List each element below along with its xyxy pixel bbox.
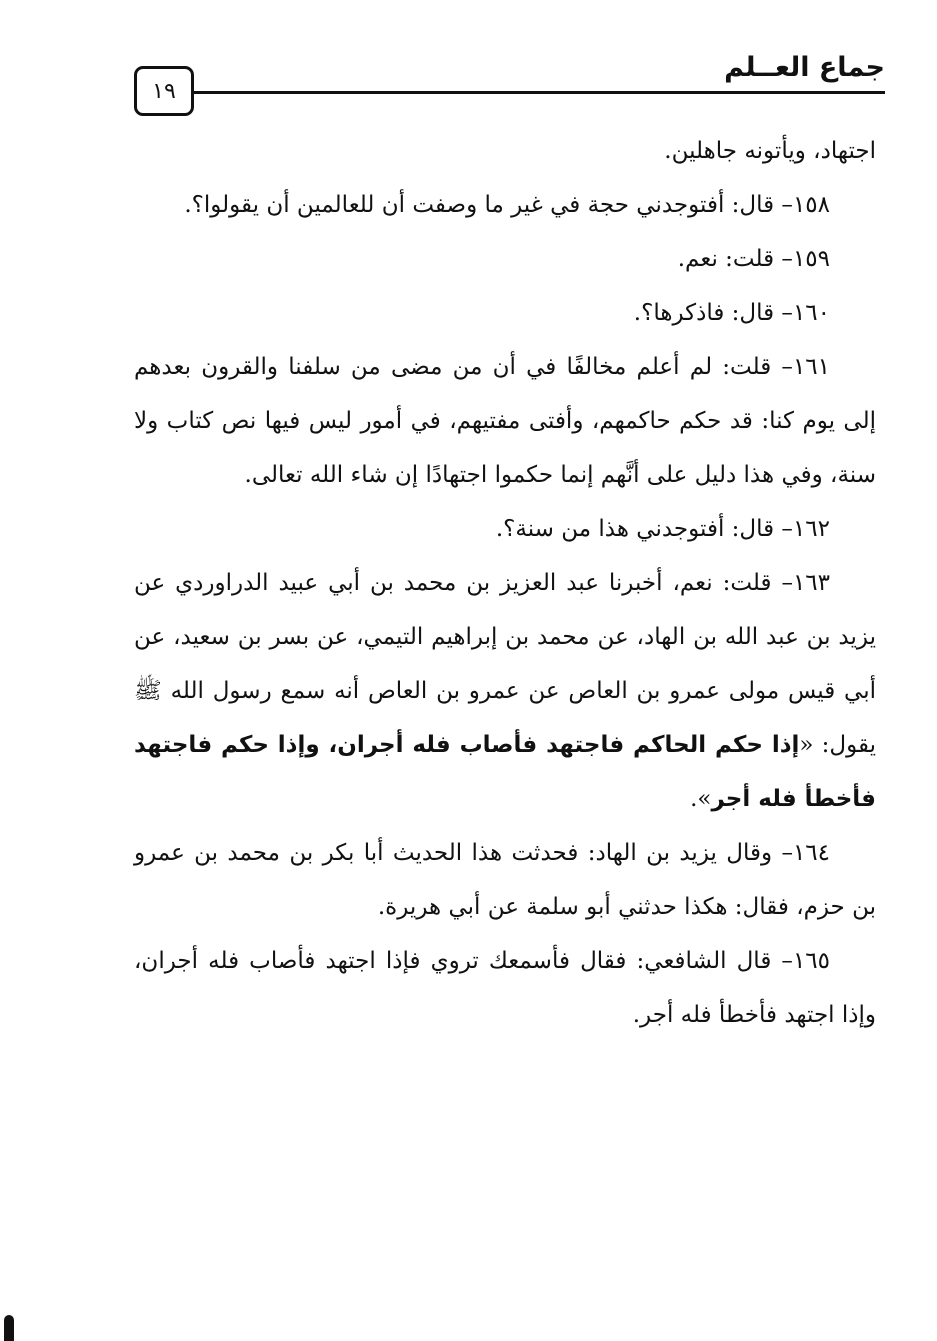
header-rule (190, 91, 885, 94)
paragraph-163: ١٦٣– قلت: نعم، أخبرنا عبد العزيز بن محمد بن أبي عبيد الدراوردي عن يزيد بن عبد الله بن الهاد، عن محمد بن إبراهيم التيمي، عن بسر بن سعيد، عن أبي قيس مولى عمرو بن العاص عن عمرو بن العاص أنه سمع رسول الله ﷺ يقول: «إذا حكم الحاكم فاجتهد فأصاب فله أجران، وإذا حكم فاجتهد فأخطأ فله أجر». (134, 570, 876, 812)
paragraph-number: ١٦٤ (792, 840, 831, 866)
paragraph-162: ١٦٢– قال: أفتوجدني هذا من سنة؟. (495, 516, 830, 542)
paragraph-text: قال: أفتوجدني حجة في غير ما وصفت أن للعالمين أن يقولوا؟. (184, 192, 775, 218)
page-body (134, 124, 876, 1042)
paragraph-continuation (134, 124, 876, 178)
paragraph-161: ١٦١– قلت: لم أعلم مخالفًا في أن من مضى من سلفنا والقرون بعدهم إلى يوم كنا: قد حكم حاكمهم، وأفتى مفتيهم، في أمور ليس فيها نص كتاب ولا سنة، وفي هذا دليل على أنَّهم إنما حكموا اجتهادًا إن شاء الله تعالى. (134, 354, 876, 488)
paragraph-text: قلت: نعم. (677, 246, 775, 272)
paragraph-text: قال: فاذكرها؟. (633, 300, 775, 326)
page-header (0, 0, 937, 120)
paragraph-number: ١٥٩ (792, 246, 830, 272)
paragraph-text: قلت: نعم، أخبرنا عبد العزيز بن محمد بن أبي عبيد الدراوردي عن يزيد بن عبد الله بن الهاد، عن محمد بن إبراهيم التيمي، عن بسر بن سعيد، عن أبي قيس مولى عمرو بن العاص عن عمرو بن العاص أنه سمع رسول الله ﷺ يقول: « (134, 570, 876, 758)
paragraph-number: ١٦٣ (792, 570, 831, 596)
paragraph-165: ١٦٥– قال الشافعي: فقال فأسمعك تروي فإذا اجتهد فأصاب فله أجران، وإذا اجتهد فأخطأ فله أجر. (134, 948, 876, 1028)
paragraph-number: ١٦١ (792, 354, 830, 380)
paragraph-160: ١٦٠– قال: فاذكرها؟. (633, 300, 830, 326)
paragraph-text: قال الشافعي: فقال فأسمعك تروي فإذا اجتهد فأصاب فله أجران، وإذا اجتهد فأخطأ فله أجر. (134, 948, 876, 1028)
paragraph-number: ١٦٠ (792, 300, 830, 326)
paragraph-164: ١٦٤– وقال يزيد بن الهاد: فحدثت هذا الحديث أبا بكر بن محمد بن عمرو بن حزم، فقال: هكذا حدثني أبو سلمة عن أبي هريرة. (134, 840, 876, 920)
paragraph-text: اجتهاد، ويأتونه جاهلين. (664, 138, 876, 164)
paragraph-158: ١٥٨– قال: أفتوجدني حجة في غير ما وصفت أن للعالمين أن يقولوا؟. (184, 192, 830, 218)
paragraph-text: قلت: لم أعلم مخالفًا في أن من مضى من سلفنا والقرون بعدهم إلى يوم كنا: قد حكم حاكمهم، وأفتى مفتيهم، في أمور ليس فيها نص كتاب ولا سنة، وفي هذا دليل على أنَّهم إنما حكموا اجتهادًا إن شاء الله تعالى. (134, 354, 876, 488)
paragraph-number: ١٥٨ (792, 192, 830, 218)
paragraph-text: قال: أفتوجدني هذا من سنة؟. (495, 516, 775, 542)
hadith-quote: إذا حكم الحاكم فاجتهد فأصاب فله أجران، وإذا حكم فاجتهد فأخطأ فله أجر (134, 732, 876, 812)
paragraph-number: ١٦٢ (792, 516, 830, 542)
paragraph-number: ١٦٥ (792, 948, 830, 974)
book-title: جماع العــلم (724, 52, 885, 83)
paragraph-159: ١٥٩– قلت: نعم. (677, 246, 830, 272)
page-number: ١٩ (134, 66, 194, 116)
paragraph-text: وقال يزيد بن الهاد: فحدثت هذا الحديث أبا بكر بن محمد بن عمرو بن حزم، فقال: هكذا حدثني أبو سلمة عن أبي هريرة. (134, 840, 876, 920)
scan-corner-mark (4, 1315, 14, 1341)
quote-close: ». (690, 786, 712, 812)
